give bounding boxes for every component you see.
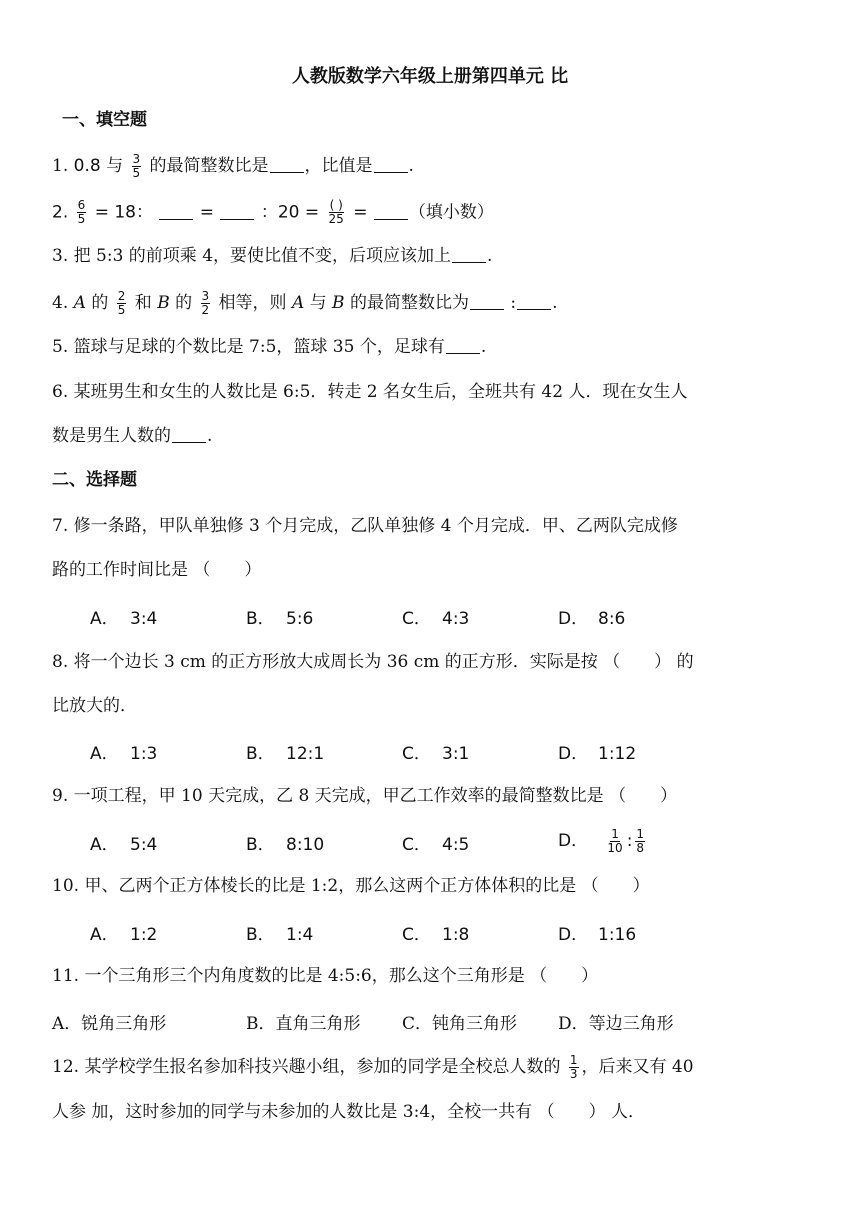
question-text: （填小数）	[408, 202, 494, 223]
question-9-line-1: 9. 一项工程，甲 10 天完成，乙 8 天完成，甲乙工作效率的最简整数比是 （ ）	[52, 786, 678, 806]
answer-blank[interactable]	[374, 154, 408, 173]
option-letter: D．	[558, 925, 589, 945]
option-letter: C．	[402, 609, 431, 629]
fraction-numerator: ( )	[329, 198, 343, 212]
question-4	[52, 290, 558, 317]
option-letter: C．	[402, 835, 431, 855]
answer-blank[interactable]	[517, 291, 551, 310]
question-8-line-2: 比放大的．	[52, 696, 137, 716]
fraction	[328, 199, 345, 226]
option-d[interactable]	[558, 826, 648, 855]
question-6-line-1: 6. 某班男生和女生的人数比是 6:5．转走 2 名女生后，全班共有 42 人．现在女生人	[52, 382, 688, 402]
question-text: ，后来又有 40	[581, 1057, 694, 1077]
option-letter: A．	[90, 925, 119, 945]
question-text: 和	[134, 293, 152, 313]
fraction-numerator: 6	[77, 198, 86, 212]
question-text: ，比值是	[304, 156, 373, 176]
question-5	[52, 335, 486, 359]
option-d[interactable]	[558, 604, 625, 629]
question-text: 5. 篮球与足球的个数比是 7:5，篮球 35 个，足球有	[52, 337, 445, 357]
fraction-denominator: 5	[117, 303, 126, 317]
option-c[interactable]	[402, 604, 469, 629]
option-a[interactable]: A．锐角三角形	[52, 1014, 167, 1034]
fraction-denominator: 3	[569, 1067, 578, 1081]
option-letter: B．	[246, 835, 275, 855]
option-letter: A．	[90, 609, 119, 629]
section-heading-multiple-choice: 二、选择题	[52, 470, 137, 490]
fraction	[117, 290, 127, 317]
question-text: =	[353, 202, 368, 223]
fraction	[635, 828, 645, 855]
section-heading-fill-blank: 一、填空题	[62, 110, 147, 130]
option-c[interactable]: C．钝角三角形	[402, 1014, 518, 1034]
question-10-line-1: 10. 甲、乙两个正方体棱长的比是 1:2，那么这两个正方体体积的比是 （ ）	[52, 876, 650, 896]
option-value: :	[626, 831, 633, 851]
question-1	[52, 153, 414, 180]
question-text: 0.8 与	[73, 156, 124, 176]
question-text: 数是男生人数的	[52, 426, 171, 446]
option-value: 1:4	[286, 925, 314, 945]
question-text: ：20 =	[260, 202, 320, 223]
fraction-numerator: 3	[132, 152, 141, 166]
option-a[interactable]	[90, 920, 157, 945]
question-2	[52, 199, 494, 226]
option-b[interactable]	[246, 830, 324, 855]
answer-blank[interactable]	[159, 201, 193, 220]
variable: B	[332, 293, 345, 313]
option-value: 1:12	[598, 744, 637, 764]
fraction	[201, 290, 211, 317]
question-text: 的	[91, 293, 109, 313]
option-value: 1:3	[130, 744, 158, 764]
option-value: 8:10	[286, 835, 325, 855]
question-number: 2.	[52, 202, 69, 223]
question-12-line-1	[52, 1054, 694, 1081]
option-value: 5:4	[130, 835, 158, 855]
fraction-denominator: 25	[328, 212, 344, 226]
question-number: 1.	[52, 156, 69, 176]
option-value: 3:4	[130, 609, 158, 629]
fraction-denominator: 10	[607, 840, 623, 855]
option-c[interactable]	[402, 739, 469, 764]
question-text: .	[480, 337, 487, 357]
option-letter: C．	[402, 744, 431, 764]
option-value: 3:1	[442, 744, 470, 764]
variable: A	[73, 293, 86, 313]
question-8-line-1: 8. 将一个边长 3 cm 的正方形放大成周长为 36 cm 的正方形．实际是按 （ ） 的	[52, 652, 694, 672]
option-letter: A．	[90, 744, 119, 764]
option-d[interactable]	[558, 739, 636, 764]
option-letter: D．	[558, 744, 589, 764]
option-d[interactable]	[558, 920, 636, 945]
question-text: =	[199, 202, 215, 223]
question-11-line-1: 11. 一个三角形三个内角度数的比是 4:5:6，那么这个三角形是 （ ）	[52, 966, 599, 986]
answer-blank[interactable]	[220, 201, 254, 220]
question-text: .	[207, 426, 213, 446]
option-value: 12:1	[286, 744, 325, 764]
answer-blank[interactable]	[270, 154, 304, 173]
fraction-denominator: 8	[636, 840, 645, 855]
option-letter: B．	[246, 925, 275, 945]
option-value: 1:16	[598, 925, 637, 945]
option-a[interactable]	[90, 604, 157, 629]
option-value: 1:8	[442, 925, 470, 945]
fraction	[132, 153, 142, 180]
answer-blank[interactable]	[446, 335, 480, 354]
question-text: .	[552, 293, 558, 313]
question-text: :	[510, 293, 517, 313]
question-text: 3. 把 5:3 的前项乘 4，要使比值不变，后项应该加上	[52, 246, 452, 266]
answer-blank[interactable]	[470, 291, 504, 310]
question-text: 12. 某学校学生报名参加科技兴趣小组，参加的同学是全校总人数的	[52, 1057, 561, 1077]
question-text: 的最简整数比是	[149, 156, 269, 176]
option-value: 8:6	[598, 609, 626, 629]
option-letter: A．	[90, 835, 119, 855]
answer-blank[interactable]	[172, 424, 206, 443]
option-b[interactable]	[246, 739, 324, 764]
question-7-line-2: 路的工作时间比是 （ ）	[52, 560, 262, 580]
question-6-line-2	[52, 424, 212, 448]
question-3	[52, 244, 492, 268]
fraction-numerator: 1	[636, 826, 645, 841]
answer-blank[interactable]	[374, 201, 408, 220]
option-letter: B．	[246, 744, 275, 764]
question-12-line-2: 人参 加，这时参加的同学与未参加的人数比是 3:4，全校一共有 （ ） 人．	[52, 1102, 645, 1122]
fraction-numerator: 2	[117, 289, 126, 303]
question-text: = 18：	[94, 202, 153, 223]
fraction-numerator: 1	[611, 826, 619, 841]
option-value: 4:5	[442, 835, 470, 855]
option-b[interactable]	[246, 920, 313, 945]
option-c[interactable]	[402, 830, 469, 855]
question-text: 的最简整数比为	[349, 293, 469, 313]
option-d[interactable]: D．等边三角形	[558, 1014, 674, 1034]
option-value: 1:2	[130, 925, 158, 945]
fraction-denominator: 2	[201, 303, 210, 317]
question-text: .	[408, 156, 414, 176]
question-text: 的	[175, 293, 193, 313]
variable: A	[291, 293, 305, 313]
variable: B	[157, 293, 170, 313]
question-text: 与	[309, 293, 327, 313]
option-letter: D．	[558, 609, 589, 629]
page-title: 人教版数学六年级上册第四单元 比	[291, 66, 569, 87]
option-c[interactable]	[402, 920, 469, 945]
fraction-denominator: 5	[132, 166, 141, 180]
option-value: 4:3	[442, 609, 470, 629]
fraction-denominator: 5	[77, 212, 86, 226]
question-text: 相等，则	[218, 293, 287, 313]
fraction-numerator: 1	[569, 1053, 578, 1067]
answer-blank[interactable]	[452, 244, 486, 263]
option-value: 5:6	[286, 609, 314, 629]
option-a[interactable]	[90, 739, 157, 764]
option-letter: B．	[246, 609, 275, 629]
question-7-line-1: 7. 修一条路，甲队单独修 3 个月完成，乙队单独修 4 个月完成．甲、乙两队完成修	[52, 516, 678, 536]
question-text: .	[487, 246, 493, 266]
fraction-numerator: 3	[201, 289, 210, 303]
option-letter: D．	[558, 831, 589, 851]
fraction	[77, 199, 87, 226]
fraction	[569, 1054, 579, 1081]
option-b[interactable]	[246, 604, 313, 629]
question-number: 4.	[52, 293, 69, 313]
fraction	[606, 828, 623, 855]
option-b[interactable]: B．直角三角形	[246, 1014, 361, 1034]
option-letter: C．	[402, 925, 431, 945]
option-a[interactable]	[90, 830, 157, 855]
